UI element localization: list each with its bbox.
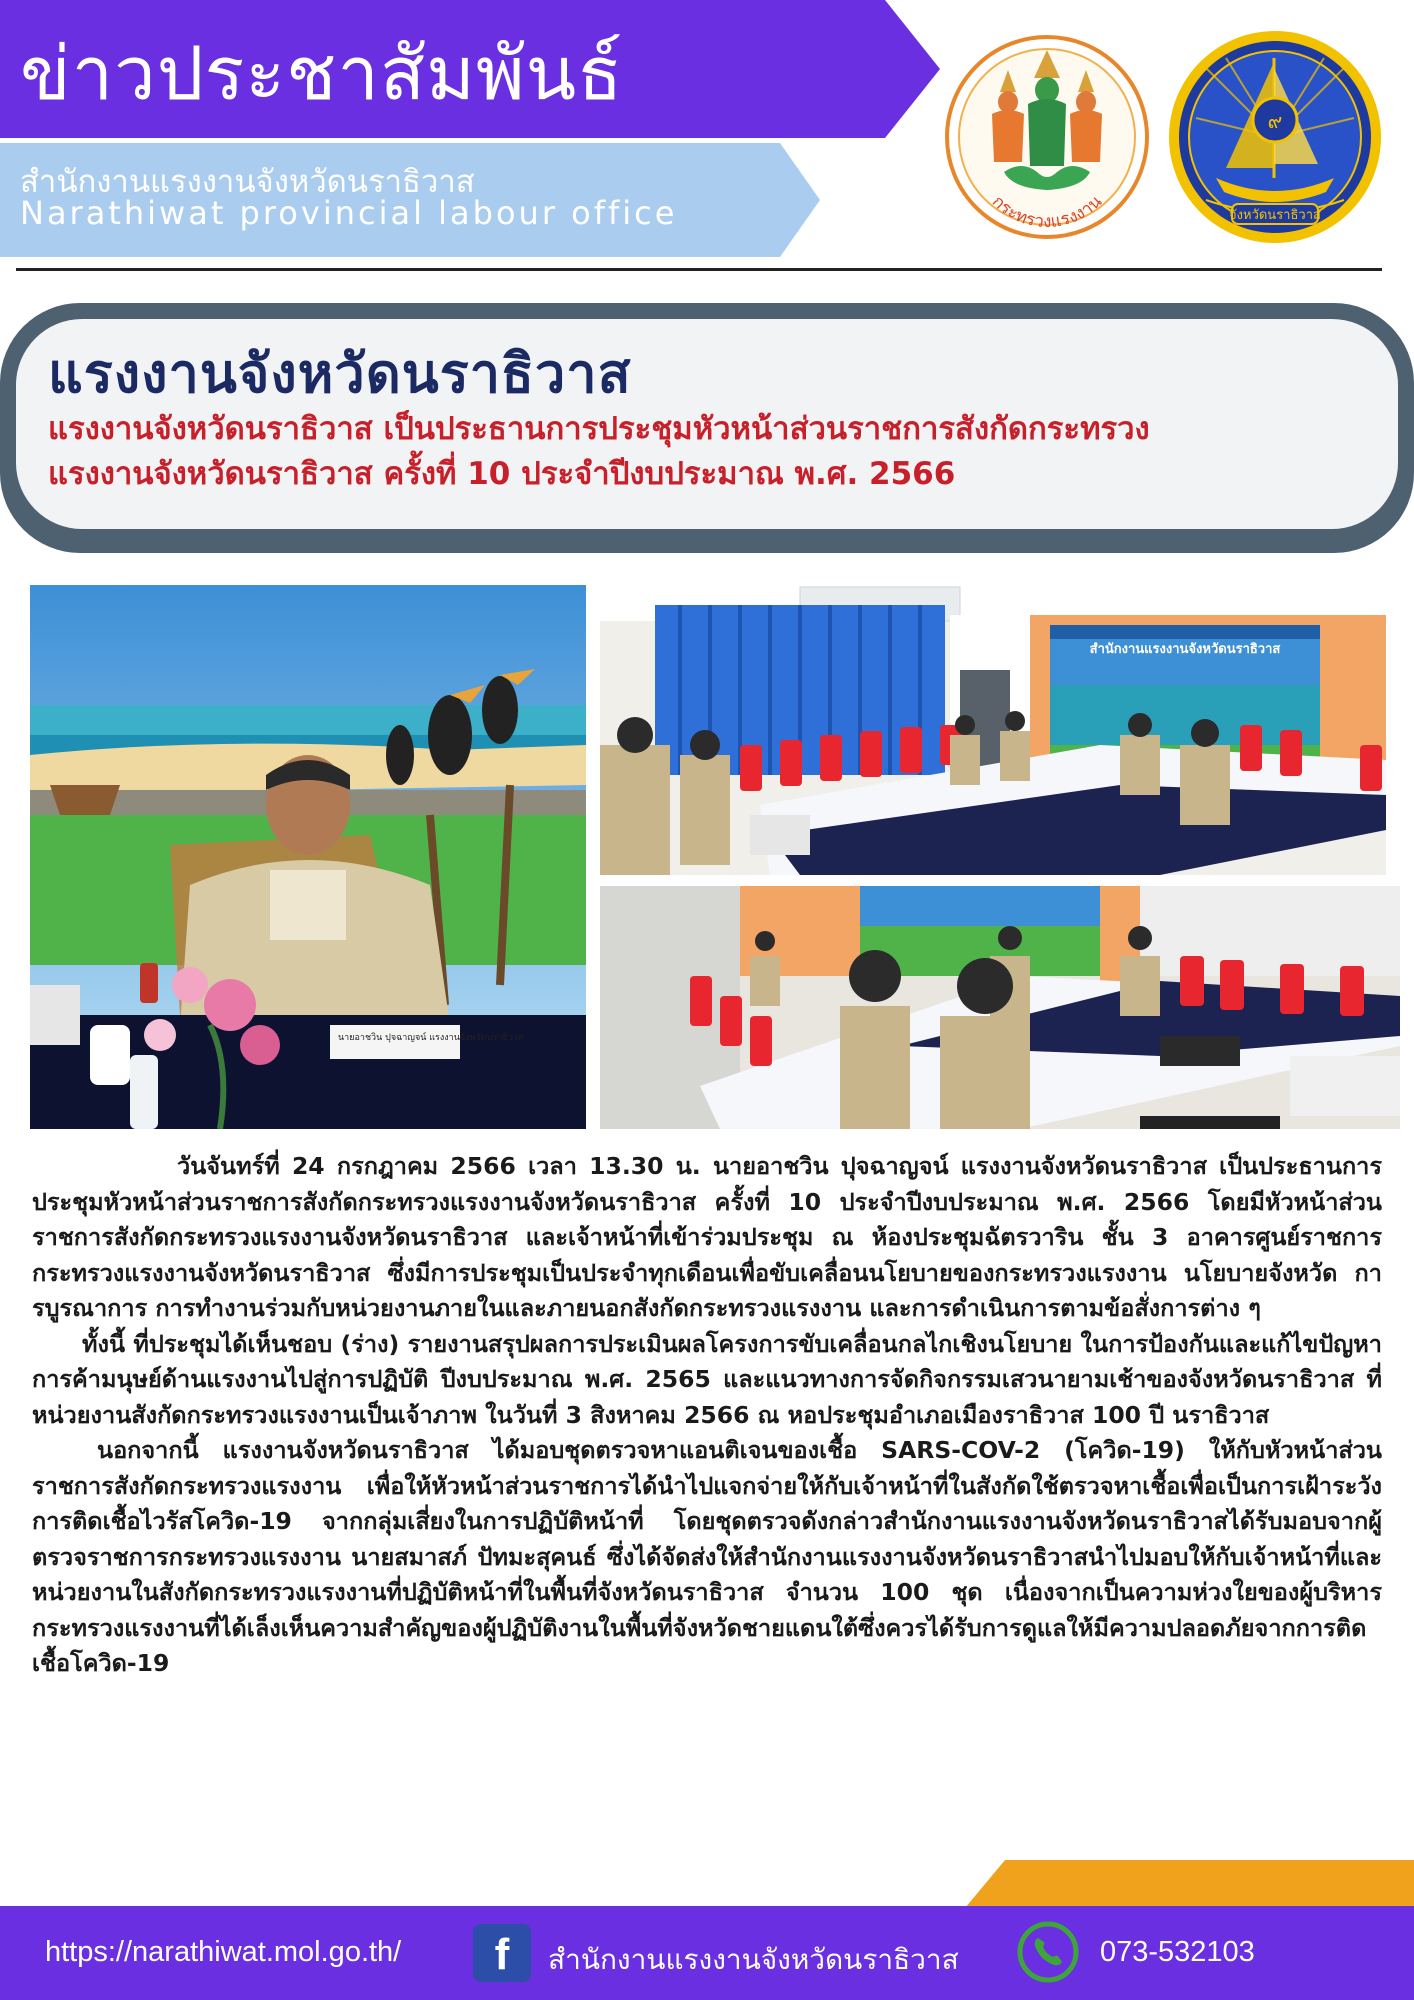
article-body xyxy=(32,1149,1382,1682)
ministry-logo-text: กระทรวงแรงงาน xyxy=(987,191,1107,233)
facebook-icon[interactable]: f xyxy=(473,1924,531,1982)
facebook-page-link[interactable]: สำนักงานแรงงานจังหวัดนราธิวาส xyxy=(548,1943,959,1976)
page-title: ข่าวประชาสัมพันธ์ xyxy=(20,31,624,117)
province-logo-text: จังหวัดนราธิวาส xyxy=(1229,208,1321,223)
headline-title: แรงงานจังหวัดนราธิวาส xyxy=(48,342,632,405)
phone-number: 073-532103 xyxy=(1100,1936,1255,1968)
article-paragraph: ทั้งนี้ ที่ประชุมได้เห็นชอบ (ร่าง) รายงานสรุปผลการประเมินผลโครงการขับเคลื่อนกลไกเชิงนโยบาย ในการป้องกันและแก้ไขปัญหาการค้ามนุษย์ด้านแรงงานไปสู่การปฏิบัติ ปีงบประมาณ พ.ศ. 2565 และแนวทางการจัดกิจกรรมเสวนายามเช้าของจังหวัดนราธิวาส ที่หน่วยงานสังกัดกระทรวงแรงงานเป็นเจ้าภาพ ในวันที่ 3 สิงหาคม 2566 ณ หอประชุมอำเภอเมืองราธิวาส 100 ปี นราธิวาส xyxy=(32,1329,1382,1429)
ministry-of-labour-logo xyxy=(942,32,1152,242)
office-name-english: Narathiwat provincial labour office xyxy=(20,194,678,232)
article-paragraph: วันจันทร์ที่ 24 กรกฎาคม 2566 เวลา 13.30 น. นายอาชวิน ปุจฉาญจน์ แรงงานจังหวัดนราธิวาส เป็นประธานการประชุมหัวหน้าส่วนราชการสังกัดกระทรวงแรงงานจังหวัดนราธิวาส ครั้งที่ 10 ประจำปีงบประมาณ พ.ศ. 2566 โดยมีหัวหน้าส่วนราชการสังกัดกระทรวงแรงงานจังหวัดนราธิวาส และเจ้าหน้าที่เข้าร่วมประชุม ณ ห้องประชุมฉัตรวาริน ชั้น 3 อาคารศูนย์ราชการกระทรวงแรงงานจังหวัดนราธิวาส ซึ่งมีการประชุมเป็นประจำทุกเดือนเพื่อขับเคลื่อนนโยบายของกระทรวงแรงงาน นโยบายจังหวัด การบูรณาการ การทำงานร่วมกับหน่วยงานภายในและภายนอกสังกัดกระทรวงแรงงาน และการดำเนินการตามข้อสั่งการต่าง ๆ xyxy=(32,1152,1382,1322)
svg-text:๙: ๙ xyxy=(1267,109,1283,133)
photo-chairman-speaking xyxy=(30,585,586,1129)
headline-subtitle-line1: แรงงานจังหวัดนราธิวาส เป็นประธานการประชุมหัวหน้าส่วนราชการสังกัดกระทรวง xyxy=(48,411,1150,447)
header-divider xyxy=(16,268,1382,271)
nameplate-text: นายอาชวิน ปุจฉาญจน์ แรงงานจังหวัดนราธิวาส xyxy=(338,1033,524,1043)
phone-icon xyxy=(1016,1920,1080,1984)
headline-subtitle-line2: แรงงานจังหวัดนราธิวาส ครั้งที่ 10 ประจำปีงบประมาณ พ.ศ. 2566 xyxy=(48,456,956,492)
photo-meeting-room-wide xyxy=(600,585,1386,875)
article-paragraph: นอกจากนี้ แรงงานจังหวัดนราธิวาส ได้มอบชุดตรวจหาแอนติเจนของเชื้อ SARS-COV-2 (โควิด-19) ให้กับหัวหน้าส่วนราชการสังกัดกระทรวงแรงงาน เพื่อให้หัวหน้าส่วนราชการได้นำไปแจกจ่ายให้กับเจ้าหน้าที่ในสังกัดใช้ตรวจหาเชื้อเพื่อเป็นการเฝ้าระวังการติดเชื้อไวรัสโควิด-19 จากกลุ่มเสี่ยงในการปฏิบัติหน้าที่ โดยชุดตรวจดังกล่าวสำนักงานแรงงานจังหวัดนราธิวาสได้รับมอบจากผู้ตรวจราชการกระทรวงแรงงาน นายสมาสภ์ ปัทมะสุคนธ์ ซึ่งได้จัดส่งให้สำนักงานแรงงานจังหวัดนราธิวาสนำไปมอบให้กับเจ้าหน้าที่และหน่วยงานในสังกัดกระทรวงแรงงานที่ปฏิบัติหน้าที่ในพื้นที่จังหวัดนราธิวาส จำนวน 100 ชุด เนื่องจากเป็นความห่วงใยของผู้บริหารกระทรวงแรงงานที่ได้เล็งเห็นความสำคัญของผู้ปฏิบัติงานในพื้นที่จังหวัดชายแดนใต้ซึ่งควรได้รับการดูแลให้มีความปลอดภัยจากการติดเชื้อโควิด-19 xyxy=(32,1436,1382,1677)
photo-meeting-room-close xyxy=(600,886,1400,1129)
office-name-thai: สำนักงานแรงงานจังหวัดนราธิวาส xyxy=(20,164,475,200)
website-link[interactable]: https://narathiwat.mol.go.th/ xyxy=(45,1936,402,1968)
footer-accent-stripe xyxy=(965,1860,1414,1908)
meeting-room-banner-text: สำนักงานแรงงานจังหวัดนราธิวาส xyxy=(1089,642,1281,657)
narathiwat-province-seal xyxy=(1166,28,1384,246)
